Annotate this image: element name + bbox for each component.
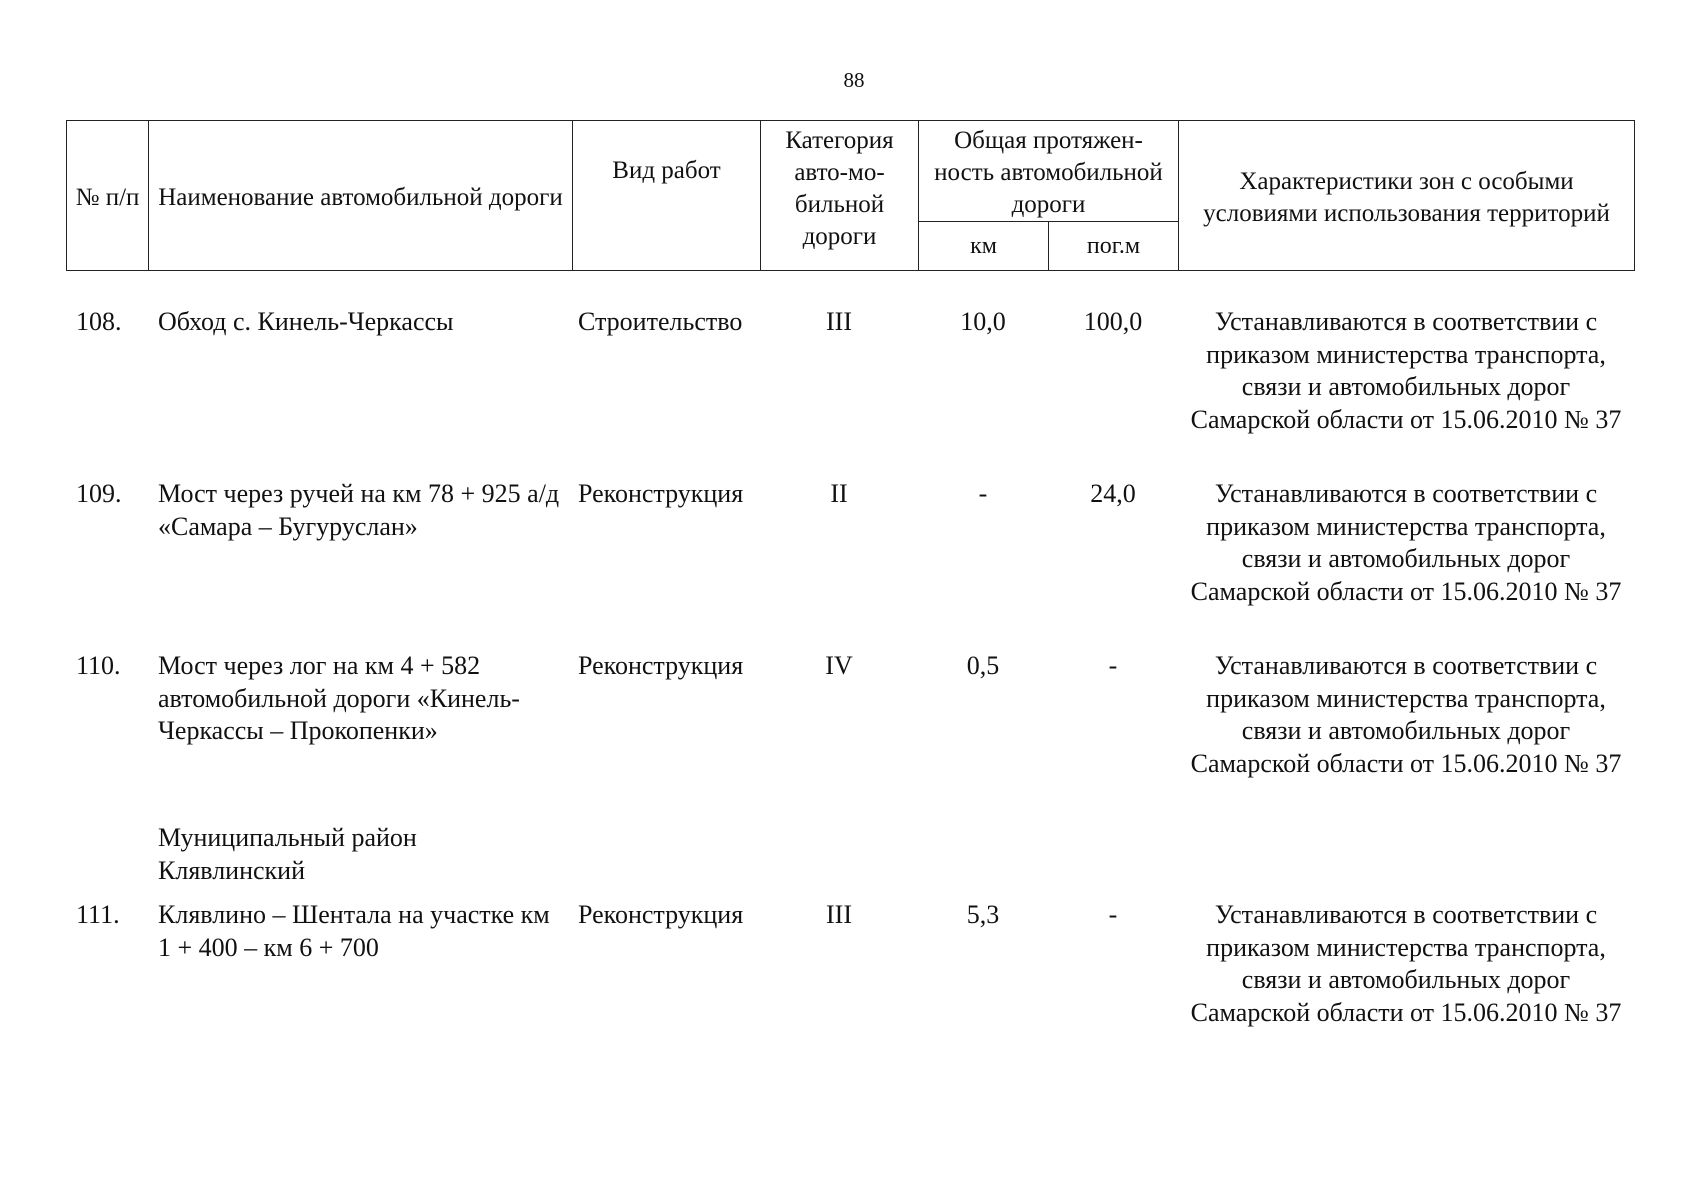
header-m: пог.м	[1049, 222, 1179, 271]
header-total-length: Общая протяжен-ность автомобильной дороги	[919, 121, 1179, 222]
length-m: 100,0	[1083, 307, 1143, 336]
length-m: -	[1108, 651, 1118, 680]
header-work-type: Вид работ	[573, 121, 761, 271]
table-row	[66, 899, 1634, 1071]
length-km: -	[978, 479, 988, 508]
length-km: 5,3	[966, 900, 1000, 929]
row-number: 109.	[76, 479, 122, 508]
road-name: Клявлино – Шентала на участке км 1 + 400 – км 6 + 700	[158, 900, 550, 962]
work-type: Строительство	[578, 307, 743, 336]
section-row	[66, 822, 1634, 899]
table-body	[66, 306, 1634, 1071]
road-category: III	[826, 307, 852, 336]
header-zones: Характеристики зон с особыми условиями использования территорий	[1179, 121, 1635, 271]
length-m: -	[1108, 900, 1118, 929]
table-header	[66, 120, 1635, 271]
road-category: IV	[825, 651, 853, 680]
table-row	[66, 650, 1634, 822]
road-name: Мост через ручей на км 78 + 925 а/д «Самара – Бугуруслан»	[158, 479, 560, 541]
row-number: 108.	[76, 307, 122, 336]
page-number: 88	[843, 68, 865, 92]
row-number: 111.	[76, 900, 120, 929]
header-road-name: Наименование автомобильной дороги	[149, 121, 573, 271]
zone-characteristics: Устанавливаются в соответствии с приказом министерства транспорта, связи и автомобильных дорог Самарской области от 15.06.2010 № 37	[1190, 651, 1622, 778]
zone-characteristics: Устанавливаются в соответствии с приказом министерства транспорта, связи и автомобильных дорог Самарской области от 15.06.2010 № 37	[1190, 307, 1622, 434]
length-km: 0,5	[966, 651, 1000, 680]
work-type: Реконструкция	[578, 900, 744, 929]
length-km: 10,0	[960, 307, 1006, 336]
table-row	[66, 478, 1634, 650]
header-num: № п/п	[67, 121, 149, 271]
road-name: Мост через лог на км 4 + 582 автомобильной дороги «Кинель-Черкассы – Прокопенки»	[158, 651, 520, 745]
work-type: Реконструкция	[578, 479, 744, 508]
section-title: Муниципальный район Клявлинский	[158, 823, 417, 885]
row-number: 110.	[76, 651, 121, 680]
table-row	[66, 306, 1634, 478]
zone-characteristics: Устанавливаются в соответствии с приказом министерства транспорта, связи и автомобильных дорог Самарской области от 15.06.2010 № 37	[1190, 479, 1622, 606]
road-category: II	[830, 479, 848, 508]
zone-characteristics: Устанавливаются в соответствии с приказом министерства транспорта, связи и автомобильных дорог Самарской области от 15.06.2010 № 37	[1190, 900, 1622, 1027]
header-category: Категория авто-мо-бильной дороги	[761, 121, 919, 271]
road-name: Обход с. Кинель-Черкассы	[158, 307, 454, 336]
header-km: км	[919, 222, 1049, 271]
work-type: Реконструкция	[578, 651, 744, 680]
road-category: III	[826, 900, 852, 929]
length-m: 24,0	[1090, 479, 1136, 508]
